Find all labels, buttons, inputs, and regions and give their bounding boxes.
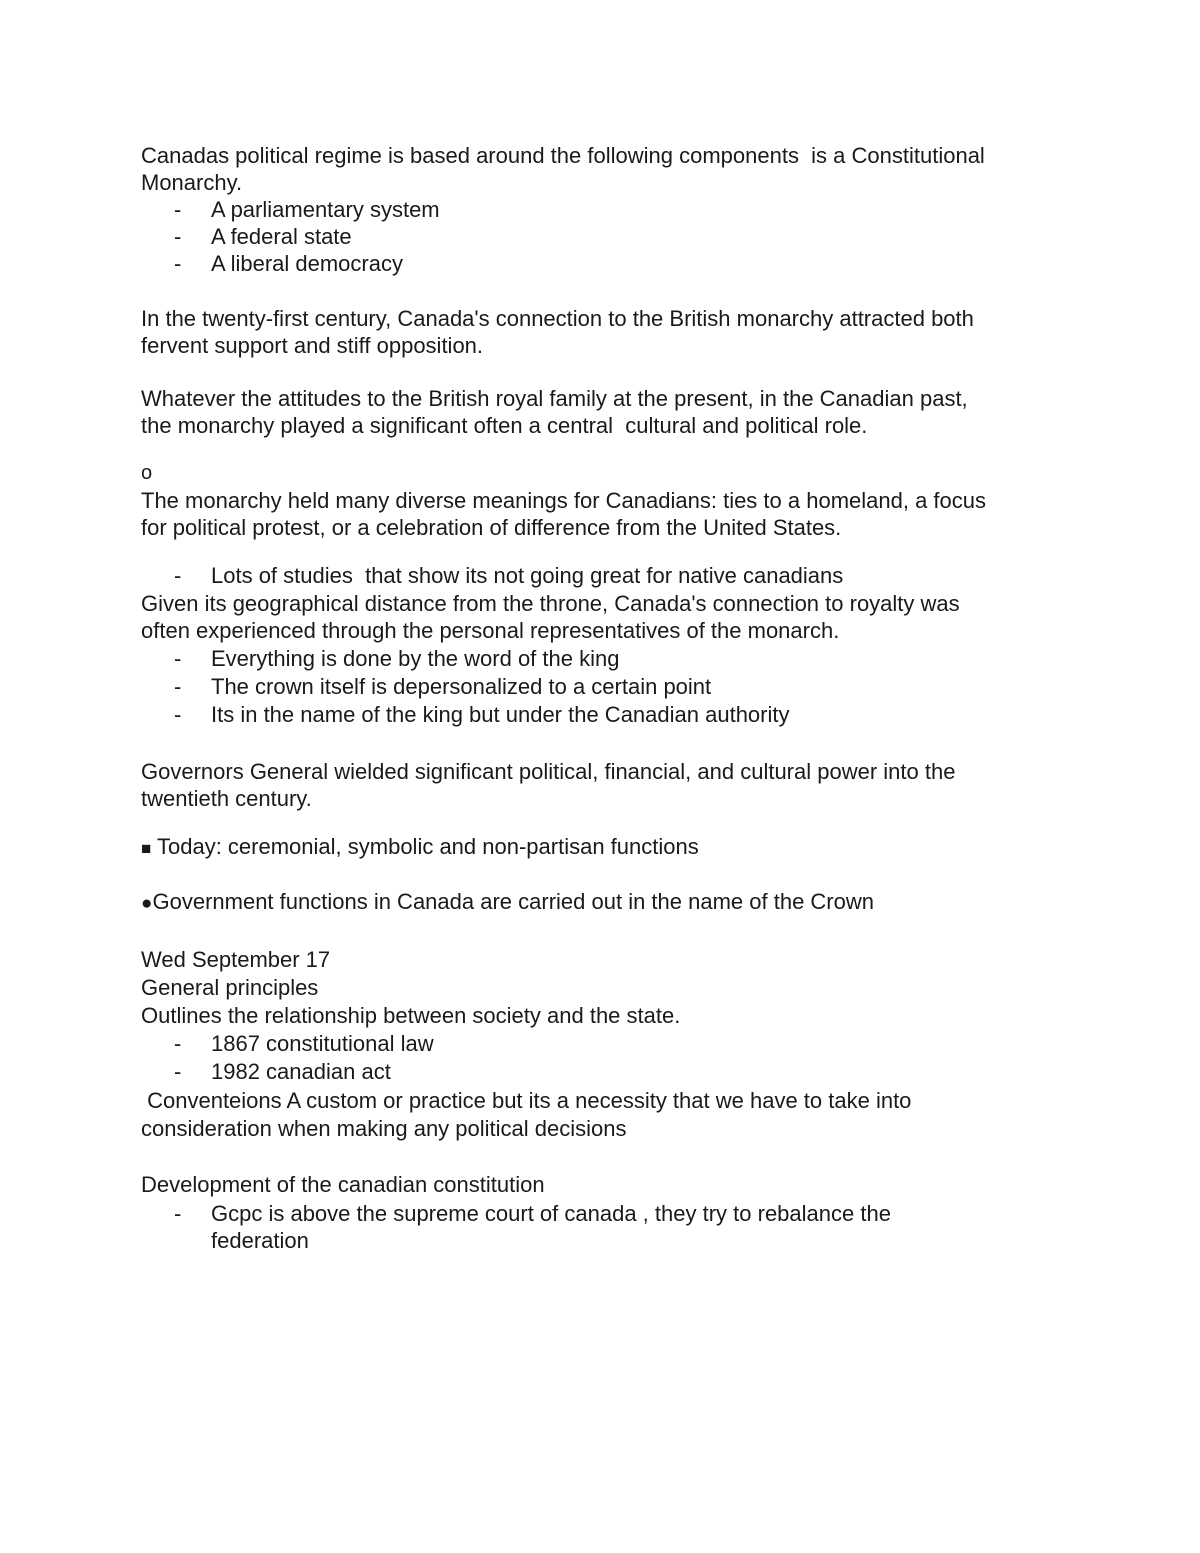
list-item-text: Gcpc is above the supreme court of canada , they try to rebalance the (211, 1201, 891, 1226)
paragraph-line: for political protest, or a celebration of difference from the United States. (141, 515, 842, 540)
list-item-text: Everything is done by the word of the king (211, 646, 620, 671)
paragraph-line: Given its geographical distance from the throne, Canada's connection to royalty was (141, 591, 960, 616)
list-item-text: A federal state (211, 224, 352, 249)
paragraph-line: consideration when making any political decisions (141, 1116, 627, 1141)
list-item-text: Its in the name of the king but under the Canadian authority (211, 702, 790, 727)
dash-bullet: - (174, 646, 182, 671)
paragraph-line: often experienced through the personal representatives of the monarch. (141, 618, 840, 643)
list-item-text: A liberal democracy (211, 251, 403, 276)
section-heading: Development of the canadian constitution (141, 1172, 545, 1197)
paragraph-line: Outlines the relationship between society and the state. (141, 1003, 681, 1028)
date-heading: Wed September 17 (141, 947, 331, 972)
round-bullet-icon: ● (141, 893, 153, 914)
paragraph-line: The monarchy held many diverse meanings for Canadians: ties to a homeland, a focus (141, 488, 987, 513)
government-text: Government functions in Canada are carried out in the name of the Crown (152, 889, 874, 914)
list-item-continuation (141, 1227, 309, 1308)
today-text: Today: ceremonial, symbolic and non-partisan functions (157, 834, 699, 859)
dash-bullet: - (174, 197, 182, 222)
paragraph-line: twentieth century. (141, 786, 312, 811)
dash-bullet: - (174, 224, 182, 249)
government-item (141, 888, 874, 917)
square-bullet-icon: ■ (141, 839, 152, 858)
list-item-text: Lots of studies that show its not going great for native canadians (211, 563, 844, 588)
section-heading: General principles (141, 975, 319, 1000)
list-item-text: 1867 constitutional law (211, 1031, 434, 1056)
dash-bullet: - (174, 702, 182, 727)
dash-bullet: - (174, 1059, 182, 1084)
circle-bullet: o (141, 462, 153, 484)
today-item (141, 833, 699, 862)
dash-bullet: - (174, 1031, 182, 1056)
paragraph-line: fervent support and stiff opposition. (141, 333, 484, 358)
paragraph-line: Conventeions A custom or practice but its a necessity that we have to take into (141, 1088, 912, 1113)
list-item-text: A parliamentary system (211, 197, 440, 222)
paragraph-line: Monarchy. (141, 170, 243, 195)
list-item-text: The crown itself is depersonalized to a certain point (211, 674, 712, 699)
dash-bullet: - (174, 674, 182, 699)
paragraph-line: In the twenty-first century, Canada's connection to the British monarchy attracted both (141, 306, 974, 331)
dash-bullet: - (174, 251, 182, 276)
paragraph-line: Whatever the attitudes to the British royal family at the present, in the Canadian past, (141, 386, 968, 411)
dash-bullet: - (174, 1201, 182, 1226)
list-item-text: federation (211, 1228, 309, 1253)
list-item-text: 1982 canadian act (211, 1059, 391, 1084)
paragraph-line: the monarchy played a significant often a central cultural and political role. (141, 413, 868, 438)
paragraph-line: Canadas political regime is based around the following components is a Constitutional (141, 143, 985, 168)
paragraph-line: Governors General wielded significant political, financial, and cultural power into the (141, 759, 956, 784)
dash-bullet: - (174, 563, 182, 588)
